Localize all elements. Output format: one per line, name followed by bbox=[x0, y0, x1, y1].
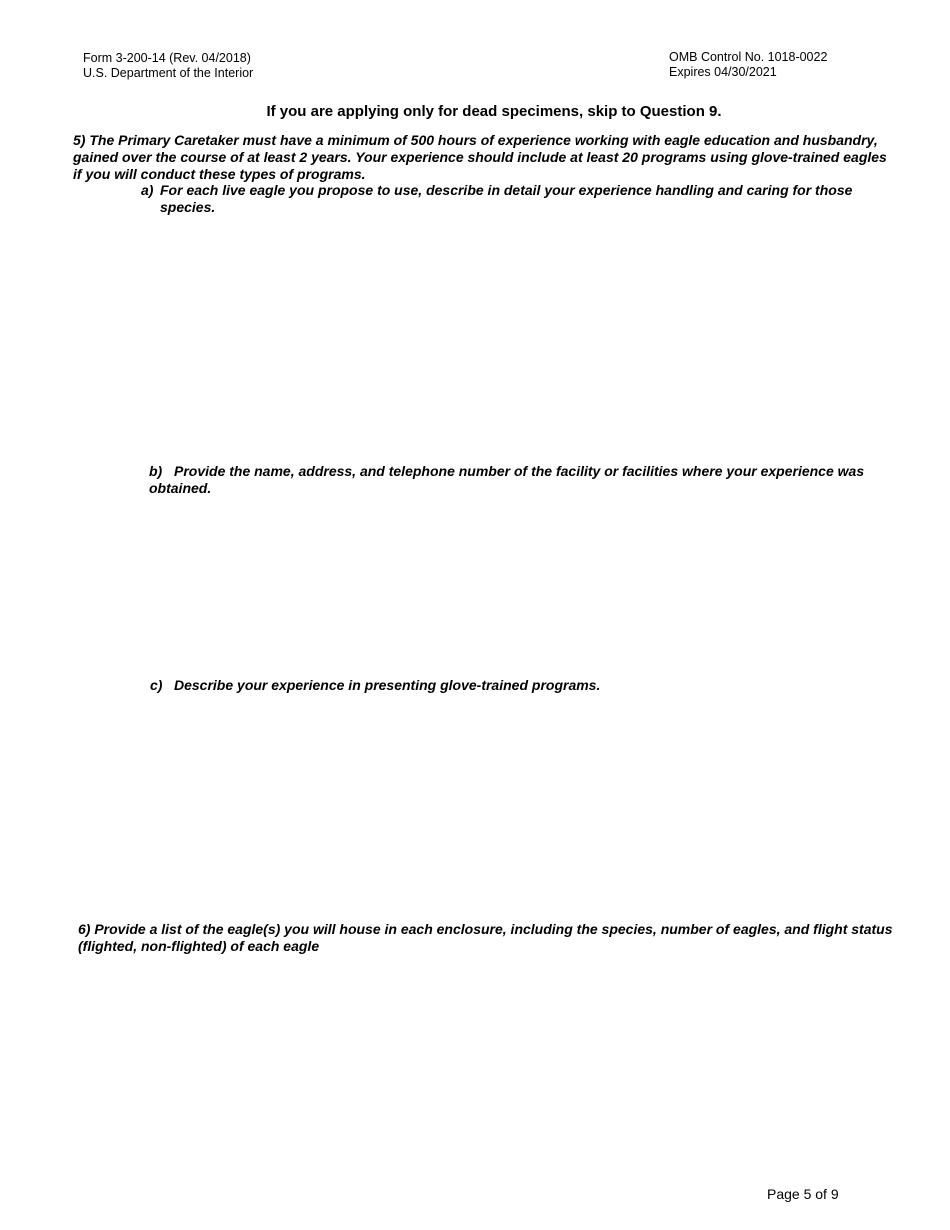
question-5a bbox=[141, 182, 881, 216]
question-5c bbox=[150, 677, 890, 694]
answer-5c-field[interactable] bbox=[150, 700, 890, 910]
question-5b-text: Provide the name, address, and telephone number of the facility or facilities where your experience was obtained. bbox=[149, 463, 865, 496]
question-5c-text: Describe your experience in presenting glove-trained programs. bbox=[174, 677, 601, 693]
department-name: U.S. Department of the Interior bbox=[83, 66, 254, 80]
form-header-left bbox=[83, 51, 253, 81]
expiration-date: Expires 04/30/2021 bbox=[669, 65, 777, 79]
question-6-text: 6) Provide a list of the eagle(s) you will house in each enclosure, including the species, number of eagles, and flight status (flighted, non-flighted) of each eagle bbox=[78, 921, 893, 954]
question-5a-label: a) bbox=[141, 182, 154, 198]
question-5a-text: For each live eagle you propose to use, describe in detail your experience handling and caring for those species. bbox=[160, 182, 853, 215]
question-5b bbox=[149, 463, 889, 497]
question-5c-label: c) bbox=[150, 677, 163, 693]
form-number: Form 3-200-14 (Rev. 04/2018) bbox=[83, 51, 251, 65]
page-number: Page 5 of 9 bbox=[767, 1186, 839, 1202]
answer-5b-field[interactable] bbox=[149, 500, 889, 670]
answer-5a-field[interactable] bbox=[141, 220, 881, 455]
omb-control-number: OMB Control No. 1018-0022 bbox=[669, 50, 828, 64]
skip-instruction: If you are applying only for dead specimens, skip to Question 9. bbox=[266, 103, 722, 120]
form-header-right bbox=[669, 50, 827, 80]
question-5b-label: b) bbox=[149, 463, 163, 479]
question-5-text: 5) The Primary Caretaker must have a minimum of 500 hours of experience working with eagle education and husbandry, gained over the course of at least 2 years. Your experience should include at least 20 programs using glove-trained eagles if you will conduct these types of programs. bbox=[73, 132, 887, 182]
answer-6-field[interactable] bbox=[78, 960, 898, 1180]
